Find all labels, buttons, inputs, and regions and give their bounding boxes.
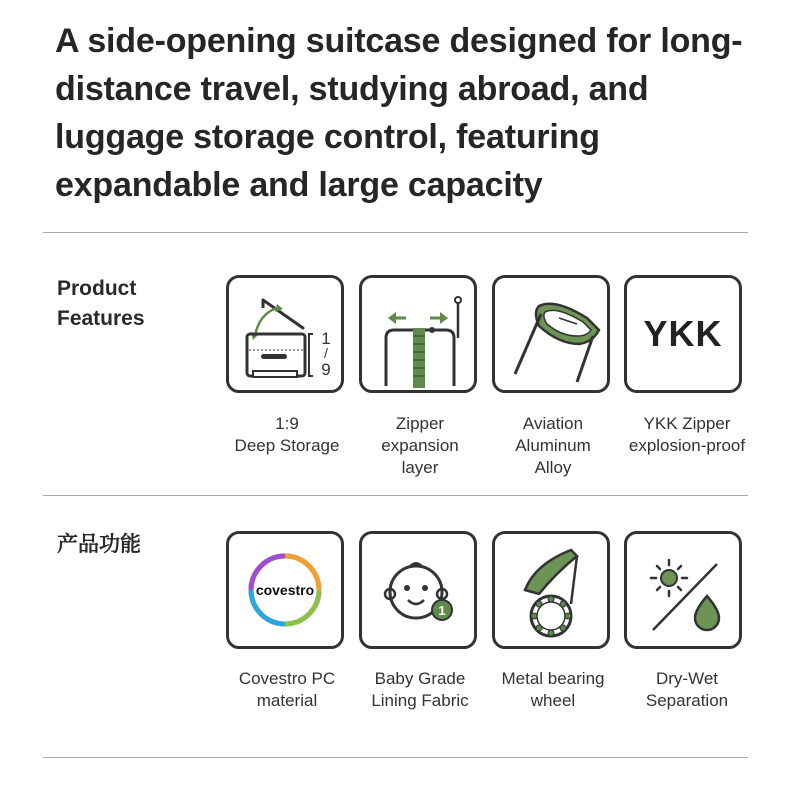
caption-line: Zipper xyxy=(395,414,445,433)
caption-line: YKK Zipper xyxy=(643,414,731,433)
caption-baby-grade xyxy=(345,668,495,712)
caption-aluminum xyxy=(478,413,628,479)
caption-line: explosion-proof xyxy=(628,436,746,455)
bearing-wheel-icon xyxy=(495,534,607,646)
feature-card-aluminum xyxy=(492,275,610,393)
caption-line: expansion xyxy=(381,436,459,455)
caption-covestro xyxy=(212,668,362,712)
ratio-slash: / xyxy=(324,345,328,361)
caption-zipper-expansion xyxy=(345,413,495,479)
section-label-line: Product xyxy=(57,277,137,300)
caption-line: Covestro PC xyxy=(238,669,336,688)
divider-bottom xyxy=(43,757,748,758)
caption-deep-storage xyxy=(212,413,362,457)
deep-storage-icon xyxy=(229,278,341,390)
caption-line: material xyxy=(256,691,318,710)
baby-badge-number: 1 xyxy=(438,603,446,618)
baby-face-icon xyxy=(362,534,474,646)
covestro-logo-text: covestro xyxy=(255,582,315,598)
feature-card-bearing-wheel xyxy=(492,531,610,649)
ratio-numerator: 1 xyxy=(321,329,331,348)
feature-card-dry-wet xyxy=(624,531,742,649)
feature-card-deep-storage xyxy=(226,275,344,393)
caption-line: Aluminum xyxy=(515,436,591,455)
feature-card-covestro xyxy=(226,531,344,649)
feature-card-ykk xyxy=(624,275,742,393)
ratio-denominator: 9 xyxy=(321,360,331,379)
caption-dry-wet xyxy=(610,668,764,712)
caption-line: Metal bearing xyxy=(501,669,605,688)
caption-line: Baby Grade xyxy=(374,669,466,688)
caption-line: Aviation xyxy=(522,414,584,433)
ykk-logo-icon: YKK xyxy=(643,313,723,354)
zipper-expansion-icon xyxy=(362,278,474,390)
caption-line: layer xyxy=(401,458,439,477)
section-label-line: Features xyxy=(57,307,145,330)
caption-line: Dry-Wet xyxy=(655,669,718,688)
caption-line: Lining Fabric xyxy=(371,691,469,710)
section-label-chinese xyxy=(57,530,141,560)
caption-line: Separation xyxy=(645,691,729,710)
caption-ykk xyxy=(610,413,764,457)
caption-line: wheel xyxy=(530,691,576,710)
divider-top xyxy=(43,232,748,233)
section-label-line: 产品功能 xyxy=(57,533,141,556)
caption-line: 1:9 xyxy=(275,414,299,433)
dry-wet-icon xyxy=(627,534,739,646)
divider-middle xyxy=(43,495,748,496)
section-label-product-features xyxy=(57,274,145,334)
caption-line: Alloy xyxy=(534,458,572,477)
caption-line: Deep Storage xyxy=(234,436,340,455)
caption-bearing-wheel xyxy=(478,668,628,712)
aluminum-handle-icon xyxy=(495,278,607,390)
headline: A side-opening suitcase designed for long-distance travel, studying abroad, and luggage storage control, featuring expandable and large capacity xyxy=(55,22,743,204)
feature-card-zipper-expansion xyxy=(359,275,477,393)
feature-card-baby-grade xyxy=(359,531,477,649)
